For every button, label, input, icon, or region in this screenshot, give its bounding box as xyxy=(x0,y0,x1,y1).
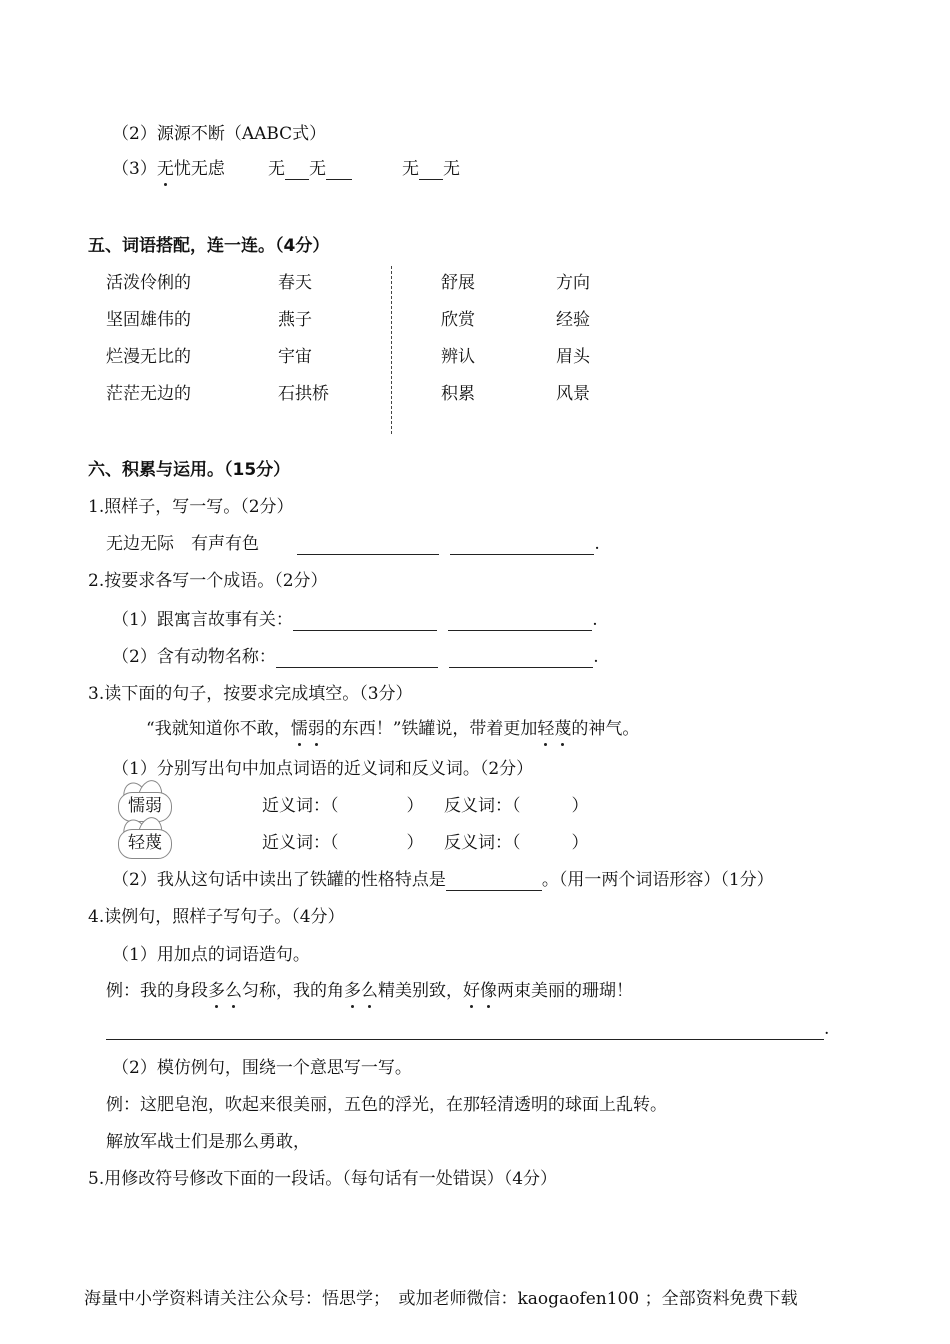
dotted-char: 弱 xyxy=(307,719,325,739)
match-left-target[interactable]: 燕子 xyxy=(278,310,312,330)
section-6-title: 六、积累与运用。（15分） xyxy=(88,460,291,480)
dotted-char: 像 xyxy=(480,981,497,1001)
match-right-word[interactable]: 辨认 xyxy=(441,347,475,367)
q3-sub-2-text: （2）我从这句话中读出了铁罐的性格特点是 xyxy=(112,870,446,890)
q3-sentence-text: “我就知道你不敢， xyxy=(146,719,291,739)
q3-sentence-text: 的东西！”铁罐说，带着更加 xyxy=(324,719,538,739)
section-5-title: 五、词语搭配，连一连。（4分） xyxy=(88,236,330,256)
match-left-word[interactable]: 烂漫无比的 xyxy=(106,347,191,367)
q4-sub-1: （1）用加点的词语造句。 xyxy=(112,945,310,965)
dotted-char: 蔑 xyxy=(554,719,572,739)
fill-blank[interactable] xyxy=(106,1021,824,1040)
q3-word-2: 轻蔑 xyxy=(128,833,162,853)
period: . xyxy=(592,610,598,630)
match-right-target[interactable]: 风景 xyxy=(556,384,590,404)
match-right-target[interactable]: 眉头 xyxy=(556,347,590,367)
fill-blank[interactable] xyxy=(446,872,542,891)
period: . xyxy=(824,1019,830,1039)
item-2: （2）源源不断（AABC式） xyxy=(112,124,327,144)
blank-char: 无 xyxy=(268,159,285,179)
q1-answer-line xyxy=(297,533,600,555)
q4-example-1 xyxy=(106,980,633,1002)
item-3-char: 忧 xyxy=(173,159,191,179)
q4-example-2: 例：这肥皂泡，吹起来很美丽，五色的浮光，在那轻清透明的球面上乱转。 xyxy=(106,1095,667,1115)
dotted-char: 多 xyxy=(344,981,361,1001)
item-3-char: 虑 xyxy=(207,159,225,179)
match-left-word[interactable]: 活泼伶俐的 xyxy=(106,273,191,293)
dotted-char: 么 xyxy=(361,981,378,1001)
q3-antonym-2: 反义词：（ ） xyxy=(444,833,589,853)
q1-title: 1.照样子，写一写。（2分） xyxy=(88,497,294,517)
q2-title: 2.按要求各写一个成语。（2分） xyxy=(88,571,328,591)
fill-blank[interactable] xyxy=(326,161,352,180)
q3-sub-2 xyxy=(112,869,774,891)
match-left-word[interactable]: 坚固雄伟的 xyxy=(106,310,191,330)
dotted-char: 懦 xyxy=(290,719,308,739)
q2-part-2-label: （2）含有动物名称： xyxy=(112,647,276,667)
item-3 xyxy=(112,158,225,180)
fill-blank[interactable] xyxy=(449,649,593,668)
fill-blank[interactable] xyxy=(297,536,439,555)
q4-sub-2: （2）模仿例句，围绕一个意思写一写。 xyxy=(112,1058,412,1078)
q3-antonym-1: 反义词：（ ） xyxy=(444,796,589,816)
item-3-blank-group-1 xyxy=(268,158,352,180)
match-right-target[interactable]: 经验 xyxy=(556,310,590,330)
footer-notice: 海量中小学资料请关注公众号：悟思学； 或加老师微信：kaogaofen100 ；全部资料免费下载 xyxy=(84,1289,798,1309)
fill-blank[interactable] xyxy=(285,161,309,180)
q4-example-text: 两束美丽的珊瑚！ xyxy=(497,981,633,1001)
match-right-word[interactable]: 欣赏 xyxy=(441,310,475,330)
q3-title: 3.读下面的句子，按要求完成填空。（3分） xyxy=(88,684,413,704)
q3-sentence-text: 的神气。 xyxy=(571,719,640,739)
match-left-target[interactable]: 春天 xyxy=(278,273,312,293)
q4-answer-line xyxy=(106,1018,829,1040)
item-3-char: 无 xyxy=(156,159,174,179)
fill-blank[interactable] xyxy=(419,161,443,180)
q4-example-text: 匀称，我的角 xyxy=(242,981,344,1001)
match-right-word[interactable]: 积累 xyxy=(441,384,475,404)
blank-char: 无 xyxy=(443,159,460,179)
match-right-target[interactable]: 方向 xyxy=(556,273,590,293)
item-3-char: 无 xyxy=(190,159,208,179)
fill-blank[interactable] xyxy=(448,612,592,631)
item-3-prefix: （3） xyxy=(112,159,157,179)
q5-title: 5.用修改符号修改下面的一段话。（每句话有一处错误）（4分） xyxy=(88,1169,558,1189)
fill-blank[interactable] xyxy=(293,612,437,631)
dotted-char: 么 xyxy=(225,981,242,1001)
q3-sub-2-text: 。（用一两个词语形容）（1分） xyxy=(541,870,774,890)
q3-word-1: 懦弱 xyxy=(128,796,162,816)
q3-sentence xyxy=(146,718,639,740)
dotted-char: 好 xyxy=(463,981,480,1001)
q1-example: 无边无际 有声有色 xyxy=(106,534,259,554)
dashed-divider xyxy=(391,266,392,434)
q4-example-text: 例：我的身段 xyxy=(106,981,208,1001)
fill-blank[interactable] xyxy=(450,536,594,555)
q3-synonym-2: 近义词：（ ） xyxy=(262,833,424,853)
q2-part-2 xyxy=(112,646,599,668)
q3-sub-1: （1）分别写出句中加点词语的近义词和反义词。（2分） xyxy=(112,759,534,779)
fill-blank[interactable] xyxy=(276,649,438,668)
match-right-word[interactable]: 舒展 xyxy=(441,273,475,293)
match-left-target[interactable]: 宇宙 xyxy=(278,347,312,367)
period: . xyxy=(594,534,600,554)
q3-synonym-1: 近义词：（ ） xyxy=(262,796,424,816)
blank-char: 无 xyxy=(402,159,419,179)
blank-char: 无 xyxy=(309,159,326,179)
q4-example-text: 精美别致， xyxy=(378,981,463,1001)
q2-part-1 xyxy=(112,609,598,631)
match-left-word[interactable]: 茫茫无边的 xyxy=(106,384,191,404)
match-left-target[interactable]: 石拱桥 xyxy=(278,384,329,404)
item-3-blank-group-2 xyxy=(402,158,460,180)
q4-example-2-start: 解放军战士们是那么勇敢， xyxy=(106,1132,310,1152)
dotted-char: 多 xyxy=(208,981,225,1001)
q4-title: 4.读例句，照样子写句子。（4分） xyxy=(88,907,345,927)
dotted-char: 轻 xyxy=(537,719,555,739)
q2-part-1-label: （1）跟寓言故事有关： xyxy=(112,610,293,630)
period: . xyxy=(593,647,599,667)
